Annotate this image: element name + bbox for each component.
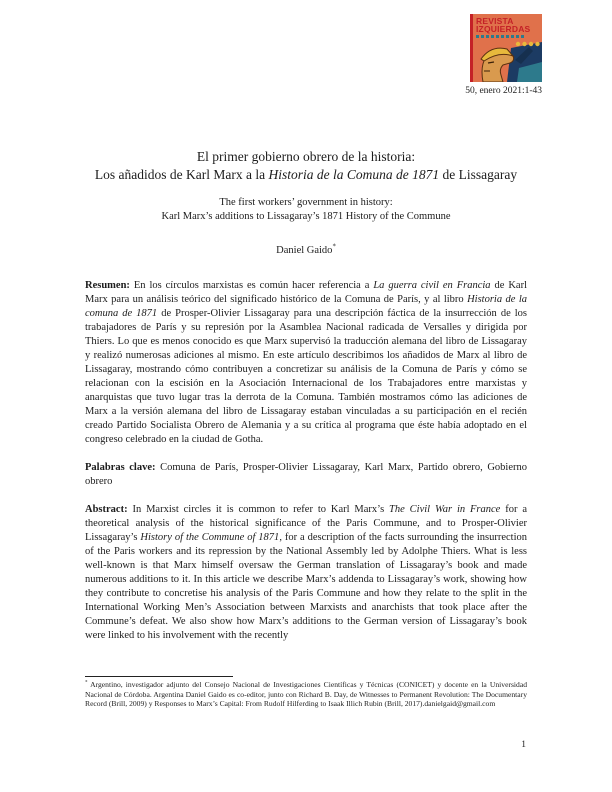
article-title-en	[85, 196, 527, 224]
footnote-body: Argentino, investigador adjunto del Consejo Nacional de Investigaciones Científicas y Técnicas (CONICET) y docente en la Universidad Nacional de Córdoba. Argentina Daniel Gaido es co-editor, junto con Richard B. Day, de Witnesses to Permanent Revolution: The Documentary Record (Brill, 2009) y Responses to Marx’s Capital: From Rudolf Hilferding to Isaak Illich Rubin (Brill, 2017).danielgaid@gmail.com	[85, 680, 527, 709]
keywords: Palabras clave: Comuna de París, Prosper-Olivier Lissagaray, Karl Marx, Partido obrero, Gobierno obrero	[85, 462, 527, 487]
article-body	[85, 0, 527, 654]
article-title-en-line1: The first workers’ government in history:	[219, 197, 393, 208]
article-title-es-line2: Los añadidos de Karl Marx a la Historia de la Comuna de 1871 de Lissagaray	[94, 166, 518, 182]
footnote-mark: *	[85, 680, 88, 686]
abstract-es: Resumen: En los círculos marxistas es común hacer referencia a La guerra civil en Francia de Karl Marx para un análisis teórico del significado histórico de la Comuna de París, y al libro Historia de la comuna de 1871 de Prosper-Olivier Lissagaray para una descripción fáctica de la insurrección de los trabajadores de París y su represión por la Asamblea Nacional radicada de Versalles y dirigida por Thiers. Lo que es menos conocido es que Marx supervisó la traducción alemana del libro de Lissagaray y realizó numerosas adiciones al mismo. En este artículo describimos los añadidos de Marx al libro de Lissagaray, mostrando cómo contribuyen a concretizar su análisis de la Comuna de París y cómo se relacionan con la escisión en la Asociación Internacional de los Trabajadores entre marxistas y anarquistas que tuvo lugar tras la derrota de la Comuna. También mostramos cómo las adiciones de Marx a la versión alemana del libro de Lissagaray estaban vinculadas a su participación en el recién creado Partido Socialista Obrero de Alemania y a su crítica al programa que éste había adoptado en el congreso celebrado en la ciudad de Gotha.	[85, 280, 527, 445]
article-title-es-line1: El primer gobierno obrero de la historia:	[196, 149, 416, 164]
footnote-text	[85, 680, 527, 709]
footnote-block	[85, 676, 527, 716]
article-title-en-line2: Karl Marx’s additions to Lissagaray’s 1871 History of the Commune	[161, 211, 451, 222]
abstract-en: Abstract: In Marxist circles it is common to refer to Karl Marx’s The Civil War in France for a theoretical analysis of the historical significance of the Paris Commune, and to Prosper-Olivier Lissagaray’s History of the Commune of 1871, for a description of the facts surrounding the insurrection of the Paris workers and its repression by the National Assembly led by Adolphe Thiers. What is less well-known is that Marx himself oversaw the German translation of Lissagaray’s book and made numerous additions to it. In this article we describe Marx’s addenda to Lissagaray’s work, showing how they contribute to concretise his analysis of the Paris Commune and how they relate to the split in the International Working Men’s Association between Marxists and anarchists that took place after the Commune’s defeat. We also show how Marx’s additions to the German version of Lissagaray’s book were linked to his involvement with the recently	[85, 504, 527, 641]
journal-logo-title-line1: REVISTA	[476, 16, 514, 26]
footnote-rule	[85, 676, 233, 677]
author-footnote-mark: *	[332, 243, 336, 251]
issue-info: 50, enero 2021:1-43	[465, 86, 542, 96]
journal-logo-title-line2: IZQUIERDAS	[476, 24, 531, 34]
page-number: 1	[521, 740, 526, 750]
author-name: Daniel Gaido	[276, 245, 333, 256]
article-title-es	[85, 148, 527, 183]
author-line	[85, 245, 527, 256]
